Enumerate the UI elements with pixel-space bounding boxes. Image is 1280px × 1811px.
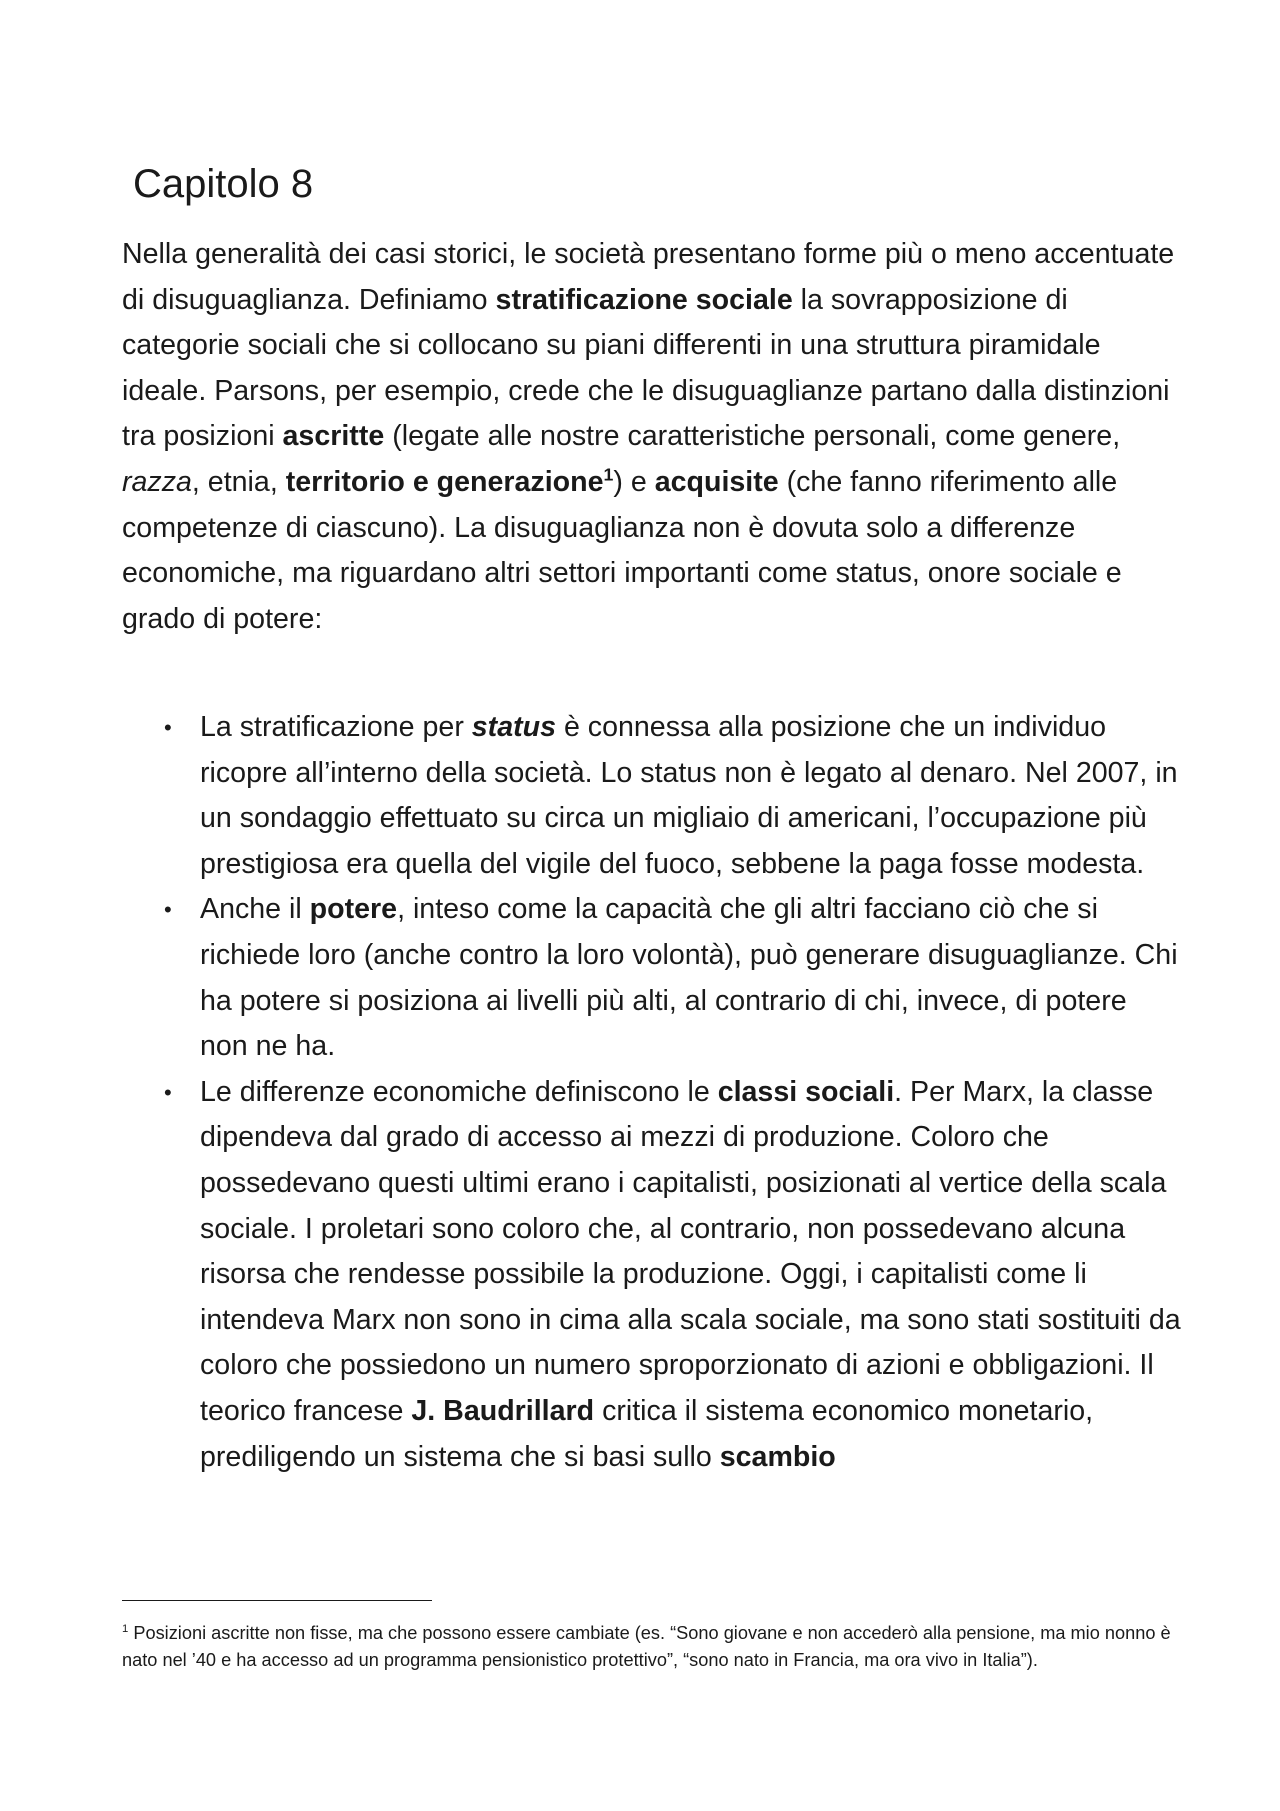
bullet-list [122,705,1182,1480]
bullet-text: La stratificazione per [200,711,472,743]
term-territorio-generazione: territorio e generazione [285,465,604,498]
intro-paragraph [122,232,1182,642]
intro-text-4: , etnia, [191,465,286,498]
footnote-marker: 1 [122,1622,129,1635]
page-title: Capitolo 8 [133,162,314,206]
term-ascritte: ascritte [282,420,385,453]
term-scambio: scambio [719,1440,836,1473]
bullet-text: . Per Marx, la classe dipendeva dal grado di accesso ai mezzi di produzione. Coloro che possedevano questi ultimi erano i capitalisti, posizionati al vertice della scala sociale. I proletari sono coloro che, al contrario, non possedevano alcuna risorsa che rendesse possibile la produzione. Oggi, i capitalisti come li intendeva Marx non sono in cima alla scala sociale, ma sono stati sostituiti da coloro che possiedono un numero sproporzionato di azioni e obbligazioni. Il teorico francese [200,1075,1181,1427]
bullet-dot: • [164,715,172,740]
bullet-dot: • [164,897,172,923]
list-item [122,1070,1182,1480]
intro-text-1: Nella generalità dei casi storici, le società presentano forme più o meno accentuate di disuguaglianza. Definiamo [122,238,1175,316]
bullet-text: critica il sistema economico monetario, prediligendo un sistema che si basi sullo [200,1394,1094,1473]
term-status: status [471,711,556,743]
term-baudrillard: J. Baudrillard [411,1394,595,1427]
term-stratificazione-sociale: stratificazione sociale [495,283,793,316]
term-razza: razza [122,465,192,498]
term-potere: potere [309,893,398,926]
footnote-reference[interactable]: 1 [603,464,614,485]
footnote-separator [122,1600,432,1601]
bullet-dot: • [164,1079,172,1105]
term-classi-sociali: classi sociali [717,1075,895,1108]
bullet-text: è connessa alla posizione che un individuo ricopre all’interno della società. Lo status non è legato al denaro. Nel 2007, in un sondaggio effettuato su circa un migliaio di americani, l’occupazione più prestigiosa era quella del vigile del fuoco, sebbene la paga fosse modesta. [200,711,1178,880]
intro-text-5: ) e [613,465,655,498]
intro-text-6: (che fanno riferimento alle competenze di ciascuno). La disuguaglianza non è dovuta solo a differenze economiche, ma riguardano altri settori importanti come status, onore sociale e grado di potere: [122,465,1122,635]
bullet-text: Anche il [200,893,310,926]
bullet-text: Le differenze economiche definiscono le [200,1075,718,1108]
term-acquisite: acquisite [654,465,779,498]
intro-text-3: (legate alle nostre caratteristiche personali, come genere, [384,420,1121,453]
intro-text-2: la sovrapposizione di categorie sociali che si collocano su piani differenti in una struttura piramidale ideale. Parsons, per esempio, crede che le disuguaglianze partano dalla distinzioni tra posizioni [122,283,1170,453]
footnote-text: Posizioni ascritte non fisse, ma che possono essere cambiate (es. “Sono giovane e non accederò alla pensione, ma mio nonno è nato nel ’40 e ha accesso ad un programma pensionistico protettivo”, “sono nato in Francia, ma ora vivo in Italia”). [122,1623,1171,1670]
footnote [122,1620,1182,1674]
list-item [122,887,1182,1069]
list-item [122,705,1182,887]
bullet-text: , inteso come la capacità che gli altri facciano ciò che si richiede loro (anche contro la loro volontà), può generare disuguaglianze. Chi ha potere si posiziona ai livelli più alti, al contrario di chi, invece, di potere non ne ha. [200,893,1178,1063]
